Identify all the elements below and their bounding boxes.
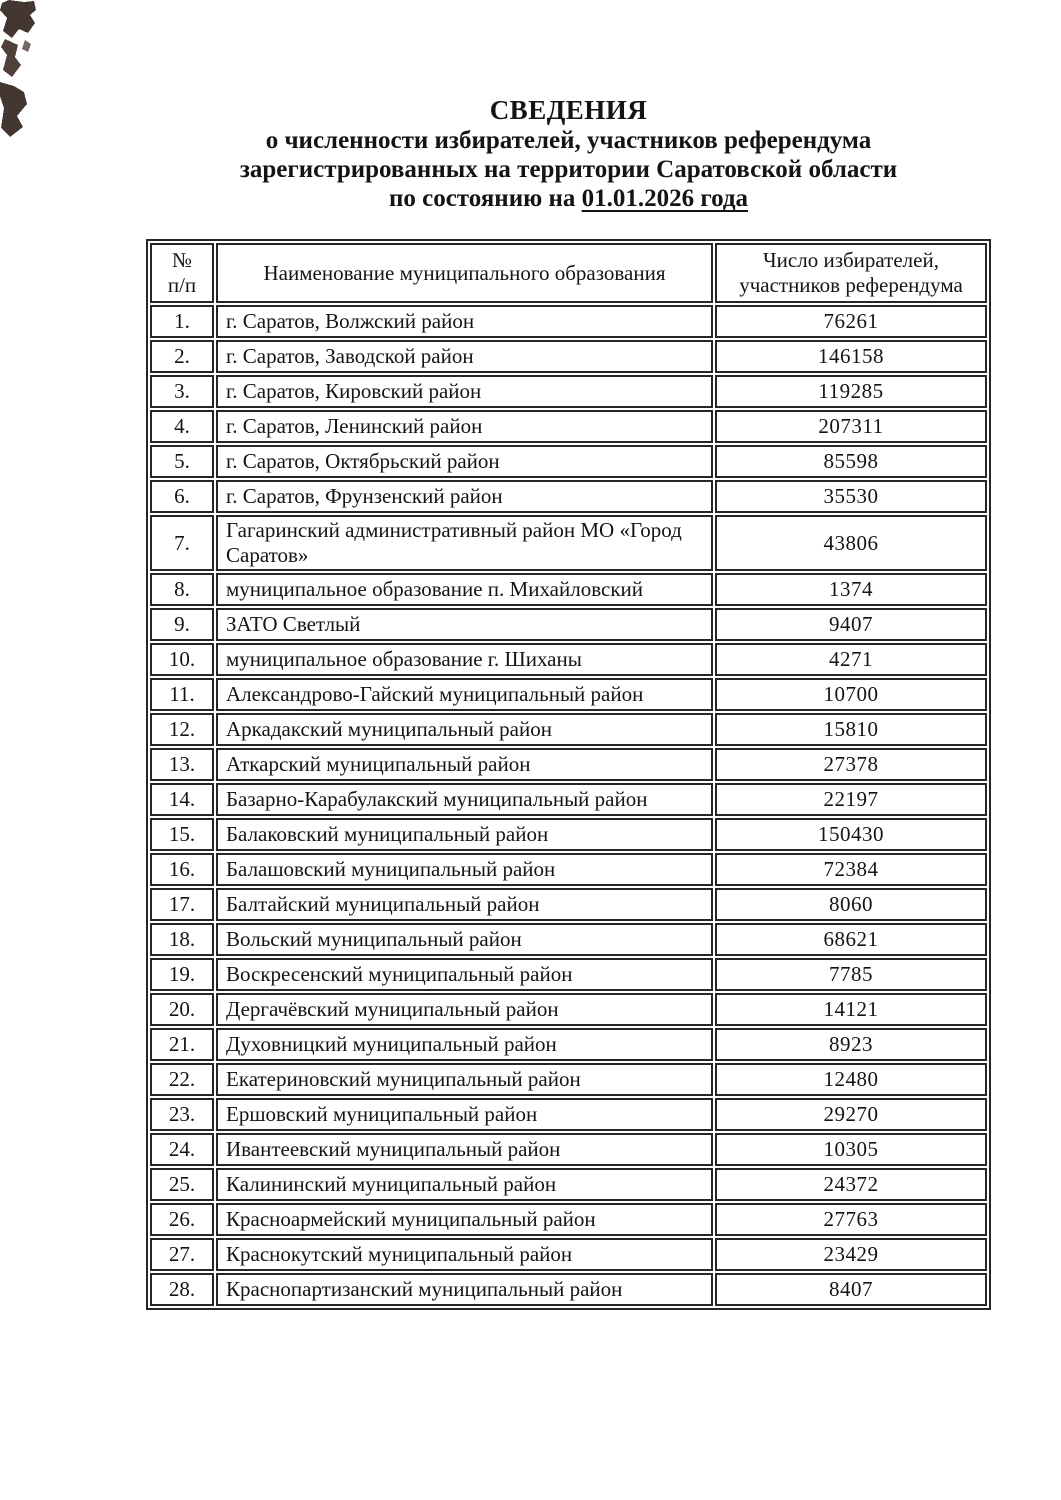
row-number-cell: 25. — [150, 1168, 214, 1201]
row-number-cell: 22. — [150, 1063, 214, 1096]
municipality-cell: Дергачёвский муниципальный район — [216, 993, 713, 1026]
table-row — [150, 748, 987, 781]
voter-count-cell: 72384 — [715, 853, 987, 886]
voter-count-cell: 8923 — [715, 1028, 987, 1061]
municipality-cell: Аткарский муниципальный район — [216, 748, 713, 781]
col-header-number — [150, 243, 214, 303]
voter-count-cell: 8060 — [715, 888, 987, 921]
row-number-cell: 7. — [150, 515, 214, 571]
row-number-cell: 18. — [150, 923, 214, 956]
municipality-cell: Гагаринский административный район МО «Город Саратов» — [216, 515, 713, 571]
col-header-number-line2: п/п — [167, 273, 197, 297]
row-number-cell: 1. — [150, 305, 214, 338]
row-number-cell: 10. — [150, 643, 214, 676]
row-number-cell: 9. — [150, 608, 214, 641]
municipality-cell: ЗАТО Светлый — [216, 608, 713, 641]
voter-count-cell: 146158 — [715, 340, 987, 373]
voter-count-cell: 4271 — [715, 643, 987, 676]
voter-count-cell: 119285 — [715, 375, 987, 408]
row-number-cell: 15. — [150, 818, 214, 851]
title-block — [146, 0, 991, 213]
table-row — [150, 480, 987, 513]
municipality-cell: Воскресенский муниципальный район — [216, 958, 713, 991]
table-body — [150, 305, 987, 1306]
row-number-cell: 11. — [150, 678, 214, 711]
col-header-municipality: Наименование муниципального образования — [216, 243, 713, 303]
municipality-cell: Вольский муниципальный район — [216, 923, 713, 956]
voter-count-cell: 43806 — [715, 515, 987, 571]
col-header-voters-line1: Число избирателей, — [763, 248, 939, 272]
row-number-cell: 21. — [150, 1028, 214, 1061]
voter-count-cell: 7785 — [715, 958, 987, 991]
row-number-cell: 27. — [150, 1238, 214, 1271]
municipality-cell: Краснопартизанский муниципальный район — [216, 1273, 713, 1306]
table-row — [150, 1028, 987, 1061]
voters-table — [146, 239, 991, 1310]
municipality-cell: Александрово-Гайский муниципальный район — [216, 678, 713, 711]
voter-count-cell: 1374 — [715, 573, 987, 606]
table-row — [150, 643, 987, 676]
municipality-cell: Ершовский муниципальный район — [216, 1098, 713, 1131]
col-header-voters-line2: участников референдума — [739, 273, 963, 297]
table-row — [150, 340, 987, 373]
voter-count-cell: 14121 — [715, 993, 987, 1026]
municipality-cell: Балашовский муниципальный район — [216, 853, 713, 886]
row-number-cell: 20. — [150, 993, 214, 1026]
table-row — [150, 445, 987, 478]
voter-count-cell: 35530 — [715, 480, 987, 513]
municipality-cell: г. Саратов, Октябрьский район — [216, 445, 713, 478]
row-number-cell: 3. — [150, 375, 214, 408]
voter-count-cell: 8407 — [715, 1273, 987, 1306]
table-row — [150, 1098, 987, 1131]
voter-count-cell: 24372 — [715, 1168, 987, 1201]
municipality-cell: Красноармейский муниципальный район — [216, 1203, 713, 1236]
voter-count-cell: 15810 — [715, 713, 987, 746]
row-number-cell: 5. — [150, 445, 214, 478]
table-row — [150, 923, 987, 956]
table-row — [150, 608, 987, 641]
municipality-cell: Калининский муниципальный район — [216, 1168, 713, 1201]
row-number-cell: 26. — [150, 1203, 214, 1236]
municipality-cell: Балтайский муниципальный район — [216, 888, 713, 921]
row-number-cell: 24. — [150, 1133, 214, 1166]
table-row — [150, 993, 987, 1026]
municipality-cell: Базарно-Карабулакский муниципальный район — [216, 783, 713, 816]
municipality-cell: г. Саратов, Заводской район — [216, 340, 713, 373]
table-row — [150, 410, 987, 443]
report-date: 01.01.2026 года — [581, 185, 749, 212]
col-header-number-line1: № — [171, 248, 193, 272]
voter-count-cell: 68621 — [715, 923, 987, 956]
document-subtitle-line-2: зарегистрированных на территории Саратовской области — [239, 156, 898, 183]
table-row — [150, 678, 987, 711]
voter-count-cell: 27763 — [715, 1203, 987, 1236]
voter-count-cell: 12480 — [715, 1063, 987, 1096]
voter-count-cell: 27378 — [715, 748, 987, 781]
municipality-cell: муниципальное образование г. Шиханы — [216, 643, 713, 676]
row-number-cell: 6. — [150, 480, 214, 513]
municipality-cell: Духовницкий муниципальный район — [216, 1028, 713, 1061]
municipality-cell: г. Саратов, Кировский район — [216, 375, 713, 408]
voter-count-cell: 23429 — [715, 1238, 987, 1271]
content-area — [146, 0, 991, 1310]
voter-count-cell: 150430 — [715, 818, 987, 851]
row-number-cell: 28. — [150, 1273, 214, 1306]
row-number-cell: 12. — [150, 713, 214, 746]
document-title: СВЕДЕНИЯ — [489, 95, 648, 125]
row-number-cell: 14. — [150, 783, 214, 816]
row-number-cell: 17. — [150, 888, 214, 921]
row-number-cell: 19. — [150, 958, 214, 991]
municipality-cell: г. Саратов, Волжский район — [216, 305, 713, 338]
table-row — [150, 305, 987, 338]
row-number-cell: 16. — [150, 853, 214, 886]
table-row — [150, 1273, 987, 1306]
municipality-cell: муниципальное образование п. Михайловский — [216, 573, 713, 606]
municipality-cell: Екатериновский муниципальный район — [216, 1063, 713, 1096]
row-number-cell: 8. — [150, 573, 214, 606]
municipality-cell: Аркадакский муниципальный район — [216, 713, 713, 746]
table-row — [150, 1203, 987, 1236]
row-number-cell: 2. — [150, 340, 214, 373]
voter-count-cell: 9407 — [715, 608, 987, 641]
table-row — [150, 573, 987, 606]
date-line-prefix: по состоянию на — [388, 185, 582, 212]
table-row — [150, 853, 987, 886]
voter-count-cell: 207311 — [715, 410, 987, 443]
table-row — [150, 375, 987, 408]
table-row — [150, 1238, 987, 1271]
voter-count-cell: 29270 — [715, 1098, 987, 1131]
municipality-cell: г. Саратов, Фрунзенский район — [216, 480, 713, 513]
document-date-line — [146, 184, 991, 213]
row-number-cell: 23. — [150, 1098, 214, 1131]
municipality-cell: г. Саратов, Ленинский район — [216, 410, 713, 443]
voter-count-cell: 10305 — [715, 1133, 987, 1166]
table-row — [150, 1133, 987, 1166]
row-number-cell: 13. — [150, 748, 214, 781]
scan-artifact-marks — [0, 0, 42, 142]
table-row — [150, 888, 987, 921]
row-number-cell: 4. — [150, 410, 214, 443]
table-row — [150, 1168, 987, 1201]
table-row — [150, 1063, 987, 1096]
table-row — [150, 515, 987, 571]
municipality-cell: Балаковский муниципальный район — [216, 818, 713, 851]
table-row — [150, 713, 987, 746]
table-row — [150, 818, 987, 851]
voter-count-cell: 10700 — [715, 678, 987, 711]
voter-count-cell: 76261 — [715, 305, 987, 338]
table-row — [150, 958, 987, 991]
voter-count-cell: 22197 — [715, 783, 987, 816]
table-header-row — [150, 243, 987, 303]
voter-count-cell: 85598 — [715, 445, 987, 478]
table-row — [150, 783, 987, 816]
municipality-cell: Ивантеевский муниципальный район — [216, 1133, 713, 1166]
municipality-cell: Краснокутский муниципальный район — [216, 1238, 713, 1271]
col-header-voters — [715, 243, 987, 303]
document-subtitle-line-1: о численности избирателей, участников референдума — [265, 127, 872, 154]
